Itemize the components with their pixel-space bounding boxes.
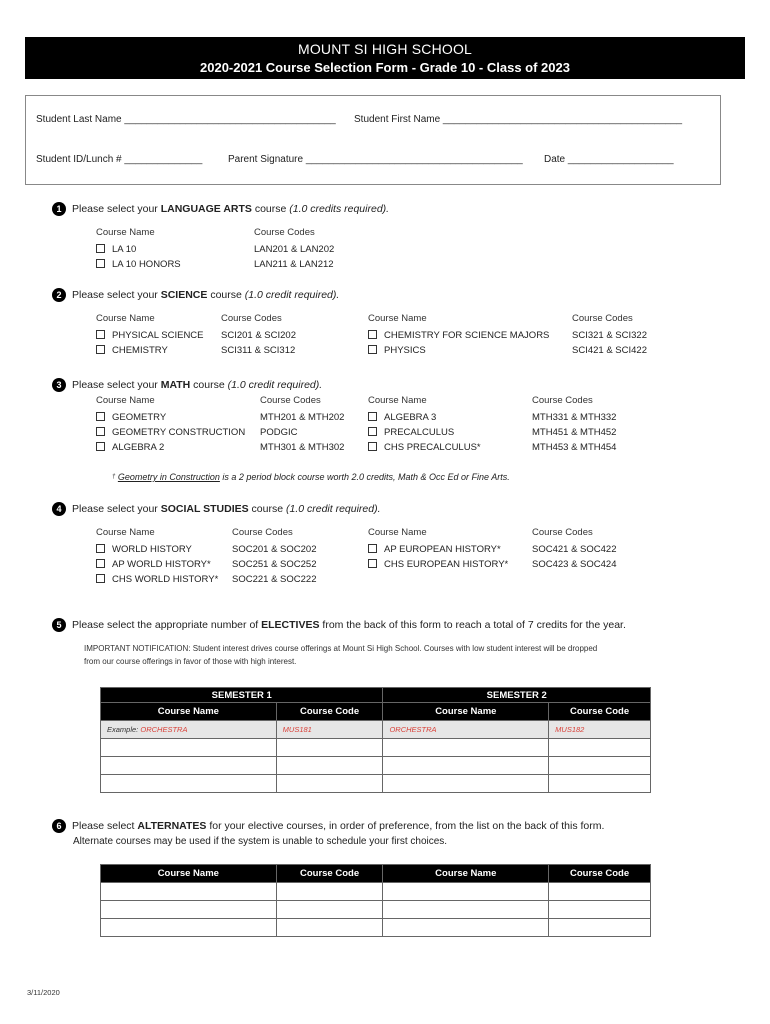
entry-cell[interactable] xyxy=(276,901,383,919)
course-code: PODGIC xyxy=(260,427,298,438)
section-2-heading: 2 Please select your SCIENCE course (1.0 credit required). xyxy=(52,288,339,302)
col-course-code: Course Code xyxy=(276,865,383,883)
col-course-codes: Course Codes xyxy=(572,313,633,324)
checkbox[interactable] xyxy=(96,442,105,451)
geometry-construction-note: † Geometry in Construction is a 2 period block course worth 2.0 credits, Math & Occ Ed or Fine Arts. xyxy=(112,472,510,482)
semester-1-header: SEMESTER 1 xyxy=(101,688,383,703)
entry-cell[interactable] xyxy=(276,739,383,757)
course-option[interactable]: ALGEBRA 2 xyxy=(96,441,164,455)
checkbox[interactable] xyxy=(368,330,377,339)
number-badge-3: 3 xyxy=(52,378,66,392)
entry-cell[interactable] xyxy=(383,775,549,793)
important-notification-cont: from our course offerings in favor of those with high interest. xyxy=(84,657,297,666)
alternates-note: Alternate courses may be used if the system is unable to schedule your first choices. xyxy=(73,836,448,847)
entry-cell[interactable] xyxy=(383,739,549,757)
date-field[interactable]: Date ___________________ xyxy=(544,154,674,165)
entry-cell[interactable] xyxy=(101,775,277,793)
form-header xyxy=(25,37,745,79)
entry-cell[interactable] xyxy=(101,739,277,757)
course-code: LAN201 & LAN202 xyxy=(254,244,335,255)
col-course-name: Course Name xyxy=(101,703,277,721)
entry-cell[interactable] xyxy=(549,901,651,919)
checkbox[interactable] xyxy=(96,345,105,354)
course-code: SCI321 & SCI322 xyxy=(572,330,647,341)
checkbox[interactable] xyxy=(368,412,377,421)
course-code: MTH201 & MTH202 xyxy=(260,412,345,423)
table-row xyxy=(101,757,651,775)
course-option[interactable]: CHEMISTRY FOR SCIENCE MAJORS xyxy=(368,329,549,343)
col-course-codes: Course Codes xyxy=(532,395,593,406)
checkbox[interactable] xyxy=(96,244,105,253)
example-row xyxy=(101,721,651,739)
course-option[interactable]: WORLD HISTORY xyxy=(96,543,192,557)
example-name-cell: ORCHESTRA xyxy=(383,721,549,739)
course-option[interactable]: GEOMETRY CONSTRUCTION xyxy=(96,426,245,440)
course-option[interactable]: ALGEBRA 3 xyxy=(368,411,436,425)
col-course-codes: Course Codes xyxy=(260,395,321,406)
course-code: SCI421 & SCI422 xyxy=(572,345,647,356)
number-badge-6: 6 xyxy=(52,819,66,833)
col-course-code: Course Code xyxy=(549,703,651,721)
course-code: SOC221 & SOC222 xyxy=(232,574,317,585)
number-badge-1: 1 xyxy=(52,202,66,216)
parent-signature-field[interactable]: Parent Signature _______________________________________ xyxy=(228,154,523,165)
course-code: SOC421 & SOC422 xyxy=(532,544,617,555)
section-1-heading: 1 Please select your LANGUAGE ARTS course (1.0 credits required). xyxy=(52,202,389,216)
col-course-name: Course Name xyxy=(96,313,155,324)
col-course-name: Course Name xyxy=(368,395,427,406)
col-course-codes: Course Codes xyxy=(221,313,282,324)
col-course-name: Course Name xyxy=(368,527,427,538)
col-course-code: Course Code xyxy=(549,865,651,883)
table-row xyxy=(101,901,651,919)
table-row xyxy=(101,775,651,793)
table-row xyxy=(101,919,651,937)
table-row xyxy=(101,883,651,901)
course-code: SOC201 & SOC202 xyxy=(232,544,317,555)
course-option[interactable]: PRECALCULUS xyxy=(368,426,454,440)
course-code: MTH453 & MTH454 xyxy=(532,442,617,453)
course-option[interactable]: CHS EUROPEAN HISTORY* xyxy=(368,558,508,572)
entry-cell[interactable] xyxy=(549,919,651,937)
col-course-name: Course Name xyxy=(368,313,427,324)
entry-cell[interactable] xyxy=(276,919,383,937)
student-first-name-field[interactable]: Student First Name ___________________________________________ xyxy=(354,114,683,125)
col-course-name: Course Name xyxy=(383,865,549,883)
checkbox[interactable] xyxy=(96,330,105,339)
course-code: MTH331 & MTH332 xyxy=(532,412,617,423)
number-badge-2: 2 xyxy=(52,288,66,302)
course-option[interactable]: CHS WORLD HISTORY* xyxy=(96,573,218,587)
course-option[interactable]: PHYSICS xyxy=(368,344,426,358)
entry-cell[interactable] xyxy=(549,739,651,757)
entry-cell[interactable] xyxy=(383,919,549,937)
col-course-codes: Course Codes xyxy=(532,527,593,538)
entry-cell[interactable] xyxy=(383,883,549,901)
course-option[interactable]: AP EUROPEAN HISTORY* xyxy=(368,543,501,557)
entry-cell[interactable] xyxy=(101,901,277,919)
course-code: LAN211 & LAN212 xyxy=(254,259,334,270)
col-course-name: Course Name xyxy=(96,395,155,406)
course-code: SCI201 & SCI202 xyxy=(221,330,296,341)
checkbox[interactable] xyxy=(96,259,105,268)
number-badge-4: 4 xyxy=(52,502,66,516)
entry-cell[interactable] xyxy=(276,757,383,775)
school-name: MOUNT SI HIGH SCHOOL xyxy=(297,41,473,57)
checkbox[interactable] xyxy=(368,345,377,354)
course-option[interactable]: GEOMETRY xyxy=(96,411,166,425)
important-notification: IMPORTANT NOTIFICATION: Student interest drives course offerings at Mount Si High School. Courses with low student interest will be dropped xyxy=(84,644,598,653)
section-6-heading: 6 Please select ALTERNATES for your elective courses, in order of preference, from the list on the back of this form. xyxy=(52,819,604,833)
course-code: SOC251 & SOC252 xyxy=(232,559,317,570)
checkbox[interactable] xyxy=(368,442,377,451)
entry-cell[interactable] xyxy=(549,883,651,901)
entry-cell[interactable] xyxy=(549,775,651,793)
col-course-name: Course Name xyxy=(96,527,155,538)
course-code: MTH451 & MTH452 xyxy=(532,427,617,438)
entry-cell[interactable] xyxy=(101,883,277,901)
col-course-codes: Course Codes xyxy=(232,527,293,538)
checkbox[interactable] xyxy=(96,559,105,568)
entry-cell[interactable] xyxy=(383,757,549,775)
col-course-code: Course Code xyxy=(276,703,383,721)
entry-cell[interactable] xyxy=(101,919,277,937)
col-course-name: Course Name xyxy=(96,227,155,238)
section-4-heading: 4 Please select your SOCIAL STUDIES course (1.0 credit required). xyxy=(52,502,381,516)
col-course-name: Course Name xyxy=(383,703,549,721)
course-code: SOC423 & SOC424 xyxy=(532,559,617,570)
footer-date: 3/11/2020 xyxy=(27,988,60,997)
student-info-box xyxy=(25,95,721,185)
checkbox[interactable] xyxy=(368,544,377,553)
checkbox[interactable] xyxy=(96,427,105,436)
course-option[interactable]: PHYSICAL SCIENCE xyxy=(96,329,204,343)
checkbox[interactable] xyxy=(368,559,377,568)
entry-cell[interactable] xyxy=(276,883,383,901)
checkbox[interactable] xyxy=(96,412,105,421)
entry-cell[interactable] xyxy=(549,757,651,775)
example-code-cell: MUS182 xyxy=(549,721,651,739)
col-course-codes: Course Codes xyxy=(254,227,315,238)
course-code: MTH301 & MTH302 xyxy=(260,442,345,453)
section-5-heading: 5 Please select the appropriate number of ELECTIVES from the back of this form to reach a total of 7 credits for the year. xyxy=(52,618,626,632)
entry-cell[interactable] xyxy=(383,901,549,919)
electives-table xyxy=(100,687,651,793)
example-code-cell: MUS181 xyxy=(276,721,383,739)
course-option[interactable]: LA 10 xyxy=(96,243,136,257)
col-course-name: Course Name xyxy=(101,865,277,883)
checkbox[interactable] xyxy=(96,544,105,553)
alternates-table xyxy=(100,864,651,937)
section-3-heading: 3 Please select your MATH course (1.0 credit required). xyxy=(52,378,322,392)
table-row xyxy=(101,739,651,757)
checkbox[interactable] xyxy=(96,574,105,583)
student-last-name-field[interactable]: Student Last Name ______________________________________ xyxy=(36,114,336,125)
student-id-field[interactable]: Student ID/Lunch # ______________ xyxy=(36,154,203,165)
number-badge-5: 5 xyxy=(52,618,66,632)
course-option[interactable]: CHEMISTRY xyxy=(96,344,168,358)
course-option[interactable]: LA 10 HONORS xyxy=(96,258,181,272)
course-option[interactable]: AP WORLD HISTORY* xyxy=(96,558,211,572)
entry-cell[interactable] xyxy=(101,757,277,775)
checkbox[interactable] xyxy=(368,427,377,436)
course-code: SCI311 & SCI312 xyxy=(221,345,296,356)
form-title: 2020-2021 Course Selection Form - Grade 10 - Class of 2023 xyxy=(200,60,570,75)
semester-2-header: SEMESTER 2 xyxy=(383,688,651,703)
example-name-cell: Example: ORCHESTRA xyxy=(101,721,277,739)
course-option[interactable]: CHS PRECALCULUS* xyxy=(368,441,481,455)
entry-cell[interactable] xyxy=(276,775,383,793)
